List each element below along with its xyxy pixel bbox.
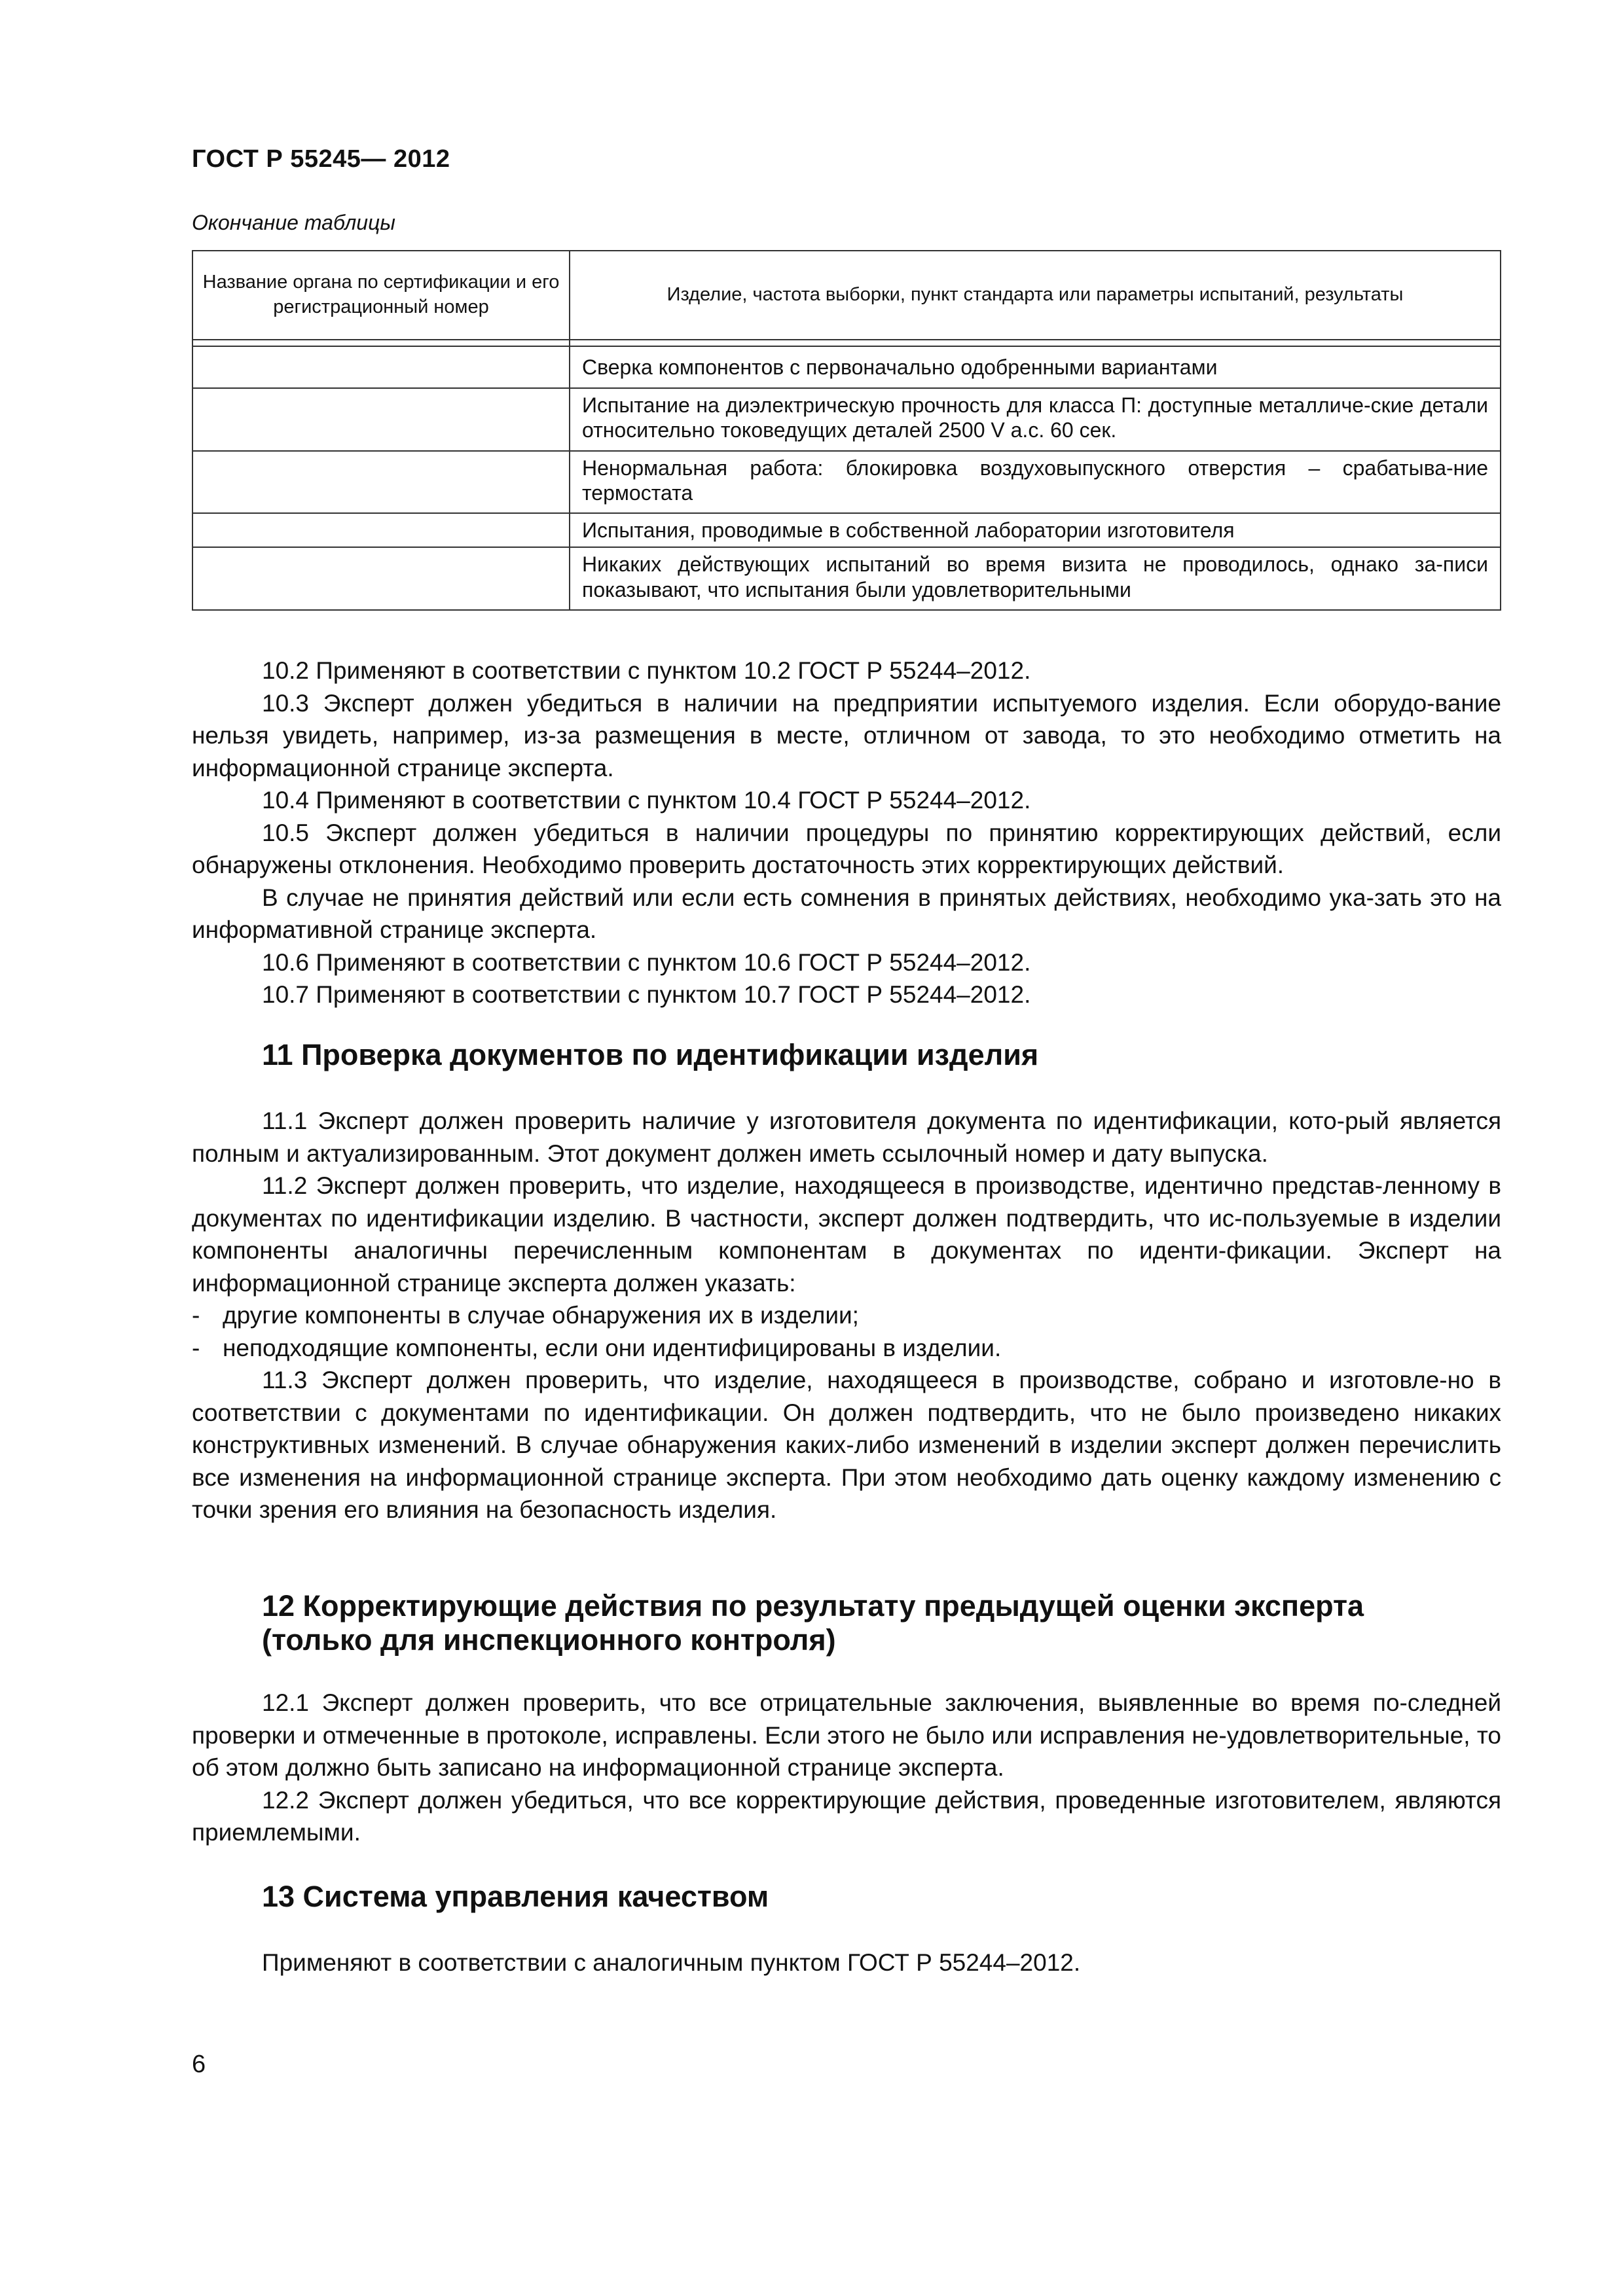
table-row bbox=[192, 547, 1501, 610]
section-12-heading-line1: 12 Корректирующие действия по результату предыдущей оценки эксперта bbox=[262, 1589, 1364, 1623]
section-12-heading-line2: (только для инспекционного контроля) bbox=[262, 1623, 836, 1657]
paragraph: 10.6 Применяют в соответствии с пунктом 10.6 ГОСТ Р 55244–2012. bbox=[262, 948, 1031, 976]
table-cell: Испытание на диэлектрическую прочность для класса П: доступные металличе-ские детали относительно токоведущих деталей 2500 V a.c. 60 сек. bbox=[570, 388, 1501, 451]
list-item-text: другие компоненты в случае обнаружения их в изделии; bbox=[223, 1302, 859, 1329]
list-dash: - bbox=[192, 1302, 200, 1329]
table-row bbox=[192, 451, 1501, 513]
table-gap-row bbox=[192, 340, 1501, 346]
paragraph: 11.2 Эксперт должен проверить, что изделие, находящееся в производстве, идентично представ-ленному в документах по идентификации изделию. В частности, эксперт должен подтвердить, что ис-пользуемые в изделии компоненты аналогичны перечисленным компонентам в документах по иденти-фикации. Эксперт на информационной странице эксперта должен указать: bbox=[192, 1172, 1501, 1297]
section-10-text bbox=[192, 655, 1501, 1011]
section-12-heading bbox=[262, 1589, 1506, 1657]
table-cell: Испытания, проводимые в собственной лаборатории изготовителя bbox=[570, 513, 1501, 547]
section-12-text bbox=[192, 1687, 1501, 1849]
paragraph: 10.4 Применяют в соответствии с пунктом 10.4 ГОСТ Р 55244–2012. bbox=[262, 787, 1031, 814]
table-caption: Окончание таблицы bbox=[192, 211, 395, 234]
page-number: 6 bbox=[192, 2051, 206, 2078]
section-13-heading: 13 Система управления качеством bbox=[262, 1880, 769, 1913]
table-cell: Сверка компонентов с первоначально одобренными вариантами bbox=[570, 346, 1501, 388]
paragraph: В случае не принятия действий или если есть сомнения в принятых действиях, необходимо ука-зать это на информативной странице эксперта. bbox=[192, 884, 1501, 943]
column-header-results: Изделие, частота выборки, пункт стандарта или параметры испытаний, результаты bbox=[570, 251, 1501, 340]
paragraph: 10.5 Эксперт должен убедиться в наличии процедуры по принятию корректирующих действий, если обнаружены отклонения. Необходимо проверить достаточность этих корректирующих действий. bbox=[192, 819, 1501, 878]
paragraph: 10.3 Эксперт должен убедиться в наличии на предприятии испытуемого изделия. Если оборудо-вание нельзя увидеть, например, из-за размещения в месте, отличном от завода, то это необходимо отметить на информационной странице эксперта. bbox=[192, 689, 1501, 781]
paragraph: 12.2 Эксперт должен убедиться, что все корректирующие действия, проведенные изготовителем, являются приемлемыми. bbox=[192, 1786, 1501, 1846]
table-cell: Ненормальная работа: блокировка воздуховыпускного отверстия – срабатыва-ние термостата bbox=[570, 451, 1501, 513]
list-item-text: неподходящие компоненты, если они идентифицированы в изделии. bbox=[223, 1334, 1002, 1361]
table-row bbox=[192, 388, 1501, 451]
table-header-row bbox=[192, 251, 1501, 340]
section-11-text bbox=[192, 1105, 1501, 1526]
paragraph: 10.7 Применяют в соответствии с пунктом 10.7 ГОСТ Р 55244–2012. bbox=[262, 981, 1031, 1008]
table-row bbox=[192, 513, 1501, 547]
table-row bbox=[192, 346, 1501, 388]
paragraph: 11.3 Эксперт должен проверить, что изделие, находящееся в производстве, собрано и изготовле-но в соответствии с документами по идентификации. Он должен подтвердить, что не было произведено никаких конструктивных изменений. В случае обнаружения каких-либо изменений в изделии эксперт должен перечислить все изменения на информационной странице эксперта. При этом необходимо дать оценку каждому изменению с точки зрения его влияния на безопасность изделия. bbox=[192, 1367, 1501, 1523]
list-dash: - bbox=[192, 1334, 200, 1361]
document-header: ГОСТ Р 55245— 2012 bbox=[192, 145, 450, 173]
list-item bbox=[192, 1332, 1501, 1365]
list-item bbox=[192, 1299, 1501, 1332]
results-table bbox=[192, 250, 1501, 611]
section-11-heading: 11 Проверка документов по идентификации изделия bbox=[262, 1038, 1039, 1071]
column-header-body: Название органа по сертификации и его регистрационный номер bbox=[192, 251, 570, 340]
table-cell: Никаких действующих испытаний во время визита не проводилось, однако за-писи показывают, что испытания были удовлетворительными bbox=[570, 547, 1501, 610]
paragraph: Применяют в соответствии с аналогичным пунктом ГОСТ Р 55244–2012. bbox=[262, 1949, 1081, 1976]
paragraph: 10.2 Применяют в соответствии с пунктом 10.2 ГОСТ Р 55244–2012. bbox=[262, 657, 1031, 684]
paragraph: 11.1 Эксперт должен проверить наличие у изготовителя документа по идентификации, кото-рый является полным и актуализированным. Этот документ должен иметь ссылочный номер и дату выпуска. bbox=[192, 1107, 1501, 1167]
paragraph: 12.1 Эксперт должен проверить, что все отрицательные заключения, выявленные во время по-следней проверки и отмеченные в протоколе, исправлены. Если этого не было или исправления не-удовлетворительные, то об этом должно быть записано на информационной странице эксперта. bbox=[192, 1689, 1501, 1781]
section-13-text bbox=[192, 1946, 1501, 1979]
